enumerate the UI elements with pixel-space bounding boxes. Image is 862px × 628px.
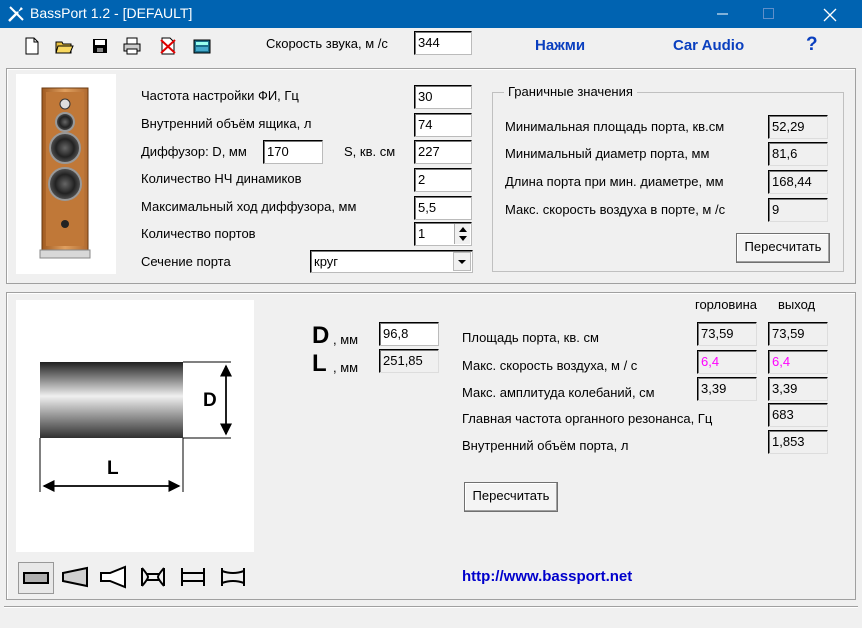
calculator-icon[interactable] — [192, 36, 212, 56]
port-cylinder-diagram — [16, 300, 254, 552]
maximize-icon — [763, 8, 775, 20]
port-area-exit: 73,59 — [768, 322, 828, 346]
cone-port-icon — [58, 562, 92, 592]
result-label: Макс. амплитуда колебаний, см — [462, 385, 655, 400]
drivers-input[interactable]: 2 — [414, 168, 472, 192]
section-label: Сечение порта — [141, 254, 231, 269]
press-link[interactable]: Нажми — [535, 37, 586, 54]
title-bar — [0, 0, 862, 28]
amplitude-exit: 3,39 — [768, 377, 828, 401]
shape-straight-button[interactable] — [18, 562, 54, 594]
horn-port-icon — [96, 562, 130, 592]
website-link[interactable]: http://www.bassport.net — [462, 568, 633, 585]
limits-title: Граничные значения — [504, 84, 637, 99]
shape-flared-button[interactable] — [136, 562, 172, 594]
speaker-icon — [16, 74, 116, 274]
section-value: круг — [314, 254, 339, 269]
dropdown-button[interactable] — [453, 252, 471, 271]
tuning-freq-input[interactable]: 30 — [414, 85, 472, 109]
print-icon[interactable] — [122, 36, 142, 56]
shape-horn-button[interactable] — [96, 562, 132, 594]
minimize-button[interactable] — [700, 0, 746, 28]
limits-recalculate-button[interactable]: Пересчитать — [736, 233, 830, 263]
diagram-l-label: L — [107, 458, 119, 479]
minimize-icon — [717, 8, 729, 20]
min-diameter-value: 81,6 — [768, 142, 828, 166]
stepper-arrows[interactable] — [454, 224, 470, 244]
close-icon — [823, 8, 837, 22]
max-air-speed-label: Макс. скорость воздуха в порте, м /с — [505, 202, 726, 217]
double-flared-port-icon — [216, 562, 250, 592]
diffuser-label: Диффузор: D, мм — [141, 144, 247, 159]
flared-port-icon — [136, 562, 170, 592]
straight-port-icon — [19, 563, 53, 593]
amplitude-throat: 3,39 — [697, 377, 757, 401]
l-value: 251,85 — [379, 349, 439, 373]
sound-speed-input[interactable]: 344 — [414, 31, 472, 55]
max-air-speed-value: 9 — [768, 198, 828, 222]
excursion-label: Максимальный ход диффузора, мм — [141, 199, 357, 214]
chevron-down-icon — [454, 253, 470, 271]
excursion-input[interactable]: 5,5 — [414, 196, 472, 220]
resonance-freq-value: 683 — [768, 403, 828, 427]
result-label: Главная частота органного резонанса, Гц — [462, 411, 713, 426]
tuning-freq-label: Частота настройки ФИ, Гц — [141, 88, 299, 103]
status-bar — [4, 606, 858, 626]
close-button[interactable] — [806, 0, 852, 28]
section-select[interactable] — [310, 250, 473, 273]
sound-speed-label: Скорость звука, м /с — [266, 36, 388, 51]
diffuser-input[interactable]: 170 — [263, 140, 323, 164]
d-input[interactable]: 96,8 — [379, 322, 439, 346]
toolbar — [0, 28, 862, 64]
area-label: S, кв. см — [344, 144, 396, 159]
min-diameter-label: Минимальный диаметр порта, мм — [505, 146, 710, 161]
port-area-throat: 73,59 — [697, 322, 757, 346]
save-icon[interactable] — [90, 36, 110, 56]
car-audio-link[interactable]: Car Audio — [673, 37, 745, 54]
throat-column-header: горловина — [695, 297, 758, 312]
exit-column-header: выход — [778, 297, 816, 312]
ports-stepper[interactable] — [414, 222, 472, 246]
air-speed-exit: 6,4 — [768, 350, 828, 374]
up-down-arrows-icon — [455, 224, 471, 244]
open-folder-icon[interactable] — [54, 36, 74, 56]
ports-label: Количество портов — [141, 226, 256, 241]
port-volume-value: 1,853 — [768, 430, 828, 454]
ports-value: 1 — [418, 226, 426, 241]
flanged-port-icon — [176, 562, 210, 592]
port-diagram — [16, 300, 254, 552]
drivers-label: Количество НЧ динамиков — [141, 171, 302, 186]
box-volume-input[interactable]: 74 — [414, 113, 472, 137]
air-speed-throat: 6,4 — [697, 350, 757, 374]
port-length-label: Длина порта при мин. диаметре, мм — [505, 174, 724, 189]
box-volume-label: Внутренний объём ящика, л — [141, 116, 312, 131]
result-label: Макс. скорость воздуха, м / с — [462, 358, 638, 373]
min-area-value: 52,29 — [768, 115, 828, 139]
result-label: Площадь порта, кв. см — [462, 330, 599, 345]
diagram-d-label: D — [203, 390, 217, 411]
tools-icon — [6, 4, 26, 24]
maximize-button[interactable] — [746, 0, 792, 28]
result-label: Внутренний объём порта, л — [462, 438, 629, 453]
d-unit: , мм — [333, 332, 359, 347]
shape-flanged-button[interactable] — [176, 562, 212, 594]
delete-file-icon[interactable] — [158, 36, 178, 56]
l-unit: , мм — [333, 360, 359, 375]
help-link[interactable]: ? — [806, 34, 818, 55]
shape-double-flared-button[interactable] — [216, 562, 252, 594]
speaker-image — [16, 74, 116, 274]
d-letter: D — [312, 322, 330, 349]
l-letter: L — [312, 350, 327, 377]
new-file-icon[interactable] — [22, 36, 42, 56]
port-recalculate-button[interactable]: Пересчитать — [464, 482, 558, 512]
shape-cone-button[interactable] — [58, 562, 94, 594]
port-length-value: 168,44 — [768, 170, 828, 194]
min-area-label: Минимальная площадь порта, кв.см — [505, 119, 725, 134]
window-title: BassPort 1.2 - [DEFAULT] — [30, 5, 193, 21]
area-input[interactable]: 227 — [414, 140, 472, 164]
